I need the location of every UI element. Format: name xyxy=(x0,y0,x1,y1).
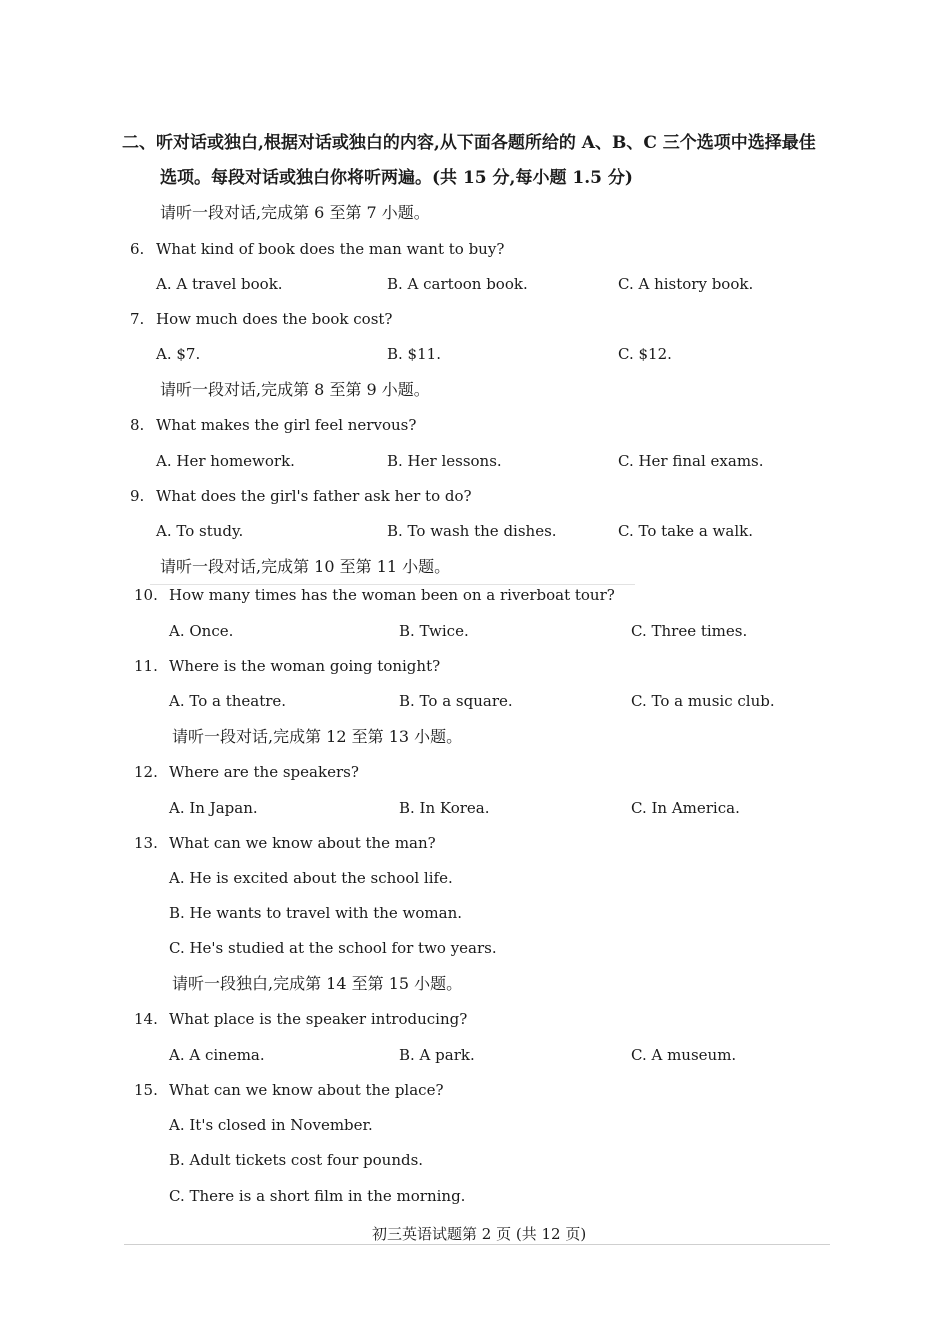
option-c: C. To a music club. xyxy=(631,692,775,710)
question-text: What can we know about the place? xyxy=(169,1081,444,1099)
option-b: B. Twice. xyxy=(399,622,469,640)
question-number: 11. xyxy=(134,657,158,675)
section-heading-line2: 选项。每段对话或独白你将听两遍。(共 15 分,每小题 1.5 分) xyxy=(160,168,633,188)
option-c: C. $12. xyxy=(618,345,672,363)
option-b: B. To a square. xyxy=(399,692,513,710)
question-text: Where are the speakers? xyxy=(169,763,359,781)
option-c: C. To take a walk. xyxy=(618,522,753,540)
option-a: A. Once. xyxy=(169,622,234,640)
question-text: What can we know about the man? xyxy=(169,834,436,852)
group-instruction: 请听一段对话,完成第 8 至第 9 小题。 xyxy=(160,380,430,399)
group-instruction: 请听一段对话,完成第 10 至第 11 小题。 xyxy=(160,557,451,576)
question-text: Where is the woman going tonight? xyxy=(169,657,441,675)
option-b: B. He wants to travel with the woman. xyxy=(169,904,462,922)
option-b: B. Her lessons. xyxy=(387,452,502,470)
option-c: C. A history book. xyxy=(618,275,754,293)
question-number: 15. xyxy=(134,1081,158,1099)
option-a: A. Her homework. xyxy=(156,452,295,470)
option-c: C. He's studied at the school for two years. xyxy=(169,939,497,957)
question-number: 14. xyxy=(134,1010,158,1028)
section-heading-line1: 二、听对话或独白,根据对话或独白的内容,从下面各题所给的 A、B、C 三个选项中选择最佳 xyxy=(122,133,816,153)
group-instruction: 请听一段独白,完成第 14 至第 15 小题。 xyxy=(172,974,463,993)
question-text: What place is the speaker introducing? xyxy=(169,1010,468,1028)
question-number: 13. xyxy=(134,834,158,852)
option-c: C. Three times. xyxy=(631,622,748,640)
option-b: B. To wash the dishes. xyxy=(387,522,557,540)
question-text: How many times has the woman been on a riverboat tour? xyxy=(169,586,615,604)
question-text: How much does the book cost? xyxy=(156,310,393,328)
option-b: B. In Korea. xyxy=(399,799,490,817)
option-a: A. A cinema. xyxy=(169,1046,265,1064)
question-number: 8. xyxy=(130,416,145,434)
option-b: B. $11. xyxy=(387,345,441,363)
option-a: A. In Japan. xyxy=(169,799,258,817)
option-b: B. Adult tickets cost four pounds. xyxy=(169,1151,424,1169)
option-a: A. It's closed in November. xyxy=(169,1116,373,1134)
option-a: A. To a theatre. xyxy=(169,692,287,710)
option-a: A. To study. xyxy=(156,522,244,540)
option-a: A. He is excited about the school life. xyxy=(169,869,453,887)
question-number: 6. xyxy=(130,240,145,258)
option-c: C. Her final exams. xyxy=(618,452,764,470)
option-b: B. A park. xyxy=(399,1046,475,1064)
option-c: C. There is a short film in the morning. xyxy=(169,1187,466,1205)
group-instruction: 请听一段对话,完成第 12 至第 13 小题。 xyxy=(172,727,463,746)
option-c: C. In America. xyxy=(631,799,740,817)
question-text: What does the girl's father ask her to do? xyxy=(156,487,472,505)
scan-seam-line xyxy=(150,584,635,585)
page-footer: 初三英语试题第 2 页 (共 12 页) xyxy=(372,1225,587,1243)
question-number: 10. xyxy=(134,586,158,604)
question-text: What kind of book does the man want to buy? xyxy=(156,240,505,258)
question-text: What makes the girl feel nervous? xyxy=(156,416,417,434)
question-number: 9. xyxy=(130,487,145,505)
footer-rule xyxy=(124,1244,830,1245)
group-instruction: 请听一段对话,完成第 6 至第 7 小题。 xyxy=(160,203,430,222)
option-b: B. A cartoon book. xyxy=(387,275,528,293)
question-number: 12. xyxy=(134,763,158,781)
option-c: C. A museum. xyxy=(631,1046,737,1064)
question-number: 7. xyxy=(130,310,145,328)
option-a: A. A travel book. xyxy=(156,275,283,293)
option-a: A. $7. xyxy=(156,345,201,363)
